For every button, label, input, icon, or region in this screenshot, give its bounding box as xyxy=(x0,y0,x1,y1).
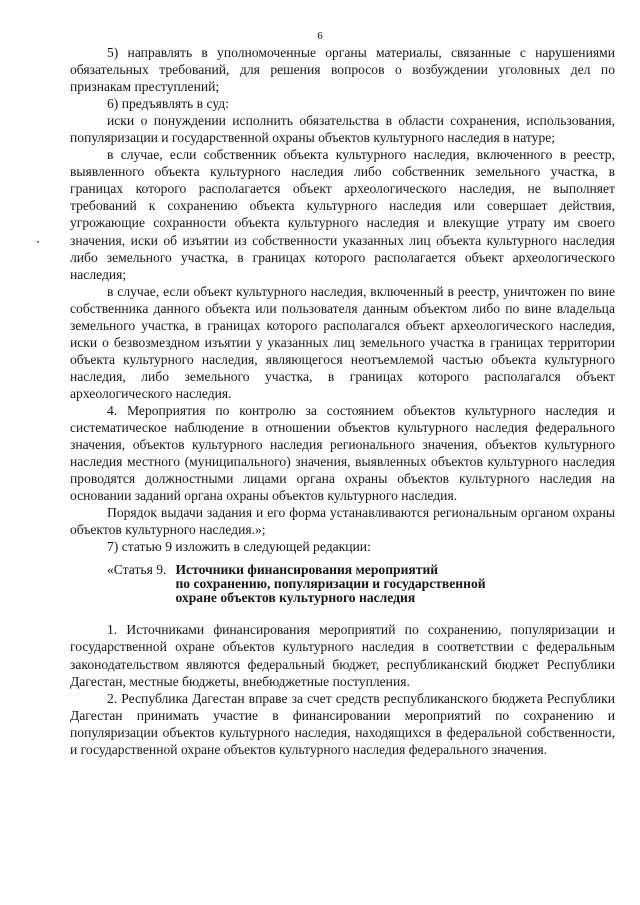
paragraph-item-7: 7) статью 9 изложить в следующей редакции: xyxy=(107,539,371,555)
article-title-line-1: Источники финансирования мероприятий xyxy=(175,562,439,578)
article-paragraph-1: 1. Источниками финансирования мероприятий по сохранению, популяризации и государственной охране объектов культурного наследия в соответствии с федеральным законодательством являются федеральный бюджет, республиканский бюджет Республики Дагестан, местные бюджеты, внебюджетные поступления. xyxy=(70,622,615,689)
paragraph-point-4: 4. Мероприятия по контролю за состоянием объектов культурного наследия и систематическое наблюдение в отношении объектов культурного наследия федерального значения, объектов культурного наследия регионального значения, объектов культурного наследия местного (муниципального) значения, выявленных объектов культурного наследия проводятся должностными лицами органа охраны объектов культурного наследия на основании заданий органа охраны объектов культурного наследия. xyxy=(70,402,615,504)
paragraph-item-5: 5) направлять в уполномоченные органы материалы, связанные с нарушениями обязательных требований, для решения вопросов о возбуждении уголовных дел по признакам преступлений; xyxy=(70,45,615,95)
article-number: «Статья 9. xyxy=(107,562,167,578)
article-title-line-2: по сохранению, популяризации и государственной xyxy=(175,576,486,592)
paragraph-claims-destroyed: в случае, если объект культурного наследия, включенный в реестр, уничтожен по вине собственника данного объекта или пользователя данным объектом либо по вине владельца земельного участка, в границах которого располагался объект археологического наследия, иски о безвозмездном изъятии у указанных лиц земельного участка в границах территории объекта культурного наследия, являющегося неотъемлемой частью объекта культурного наследия, либо земельного участка, в границах которого располагался объект археологического наследия. xyxy=(70,283,615,401)
document-body xyxy=(70,44,615,758)
article-title xyxy=(166,563,485,605)
article-title-line-3: охране объектов культурного наследия xyxy=(175,590,416,606)
paragraph-task-order: Порядок выдачи задания и его форма устанавливаются региональным органом охраны объектов культурного наследия.»; xyxy=(70,505,615,538)
page-number: 6 xyxy=(317,30,323,42)
article-paragraph-2: 2. Республика Дагестан вправе за счет средств республиканского бюджета Республики Дагестан принимать участие в финансировании мероприятий по сохранению и популяризации объектов культурного наследия, находящихся в федеральной собственности, и государственной охране объектов культурного наследия федерального значения. xyxy=(70,690,615,757)
article-heading xyxy=(70,563,615,605)
paragraph-item-6: 6) предъявлять в суд: xyxy=(107,96,229,112)
scan-speck xyxy=(37,241,39,243)
paragraph-claims-enforcement: иски о понуждении исполнить обязательства в области сохранения, использования, популяризации и государственной охраны объектов культурного наследия в натуре; xyxy=(70,113,615,146)
paragraph-claims-seizure: в случае, если собственник объекта культурного наследия, включенного в реестр, выявленного объекта культурного наследия либо собственник земельного участка, в границах которого располагается объект археологического наследия, не выполняет требований к сохранению объекта культурного наследия или совершает действия, угрожающие сохранности объекта культурного наследия и влекущие утрату им своего значения, иски об изъятии из собственности указанных лиц объекта культурного наследия либо земельного участка, в границах которого располагается объект археологического наследия; xyxy=(70,147,615,282)
